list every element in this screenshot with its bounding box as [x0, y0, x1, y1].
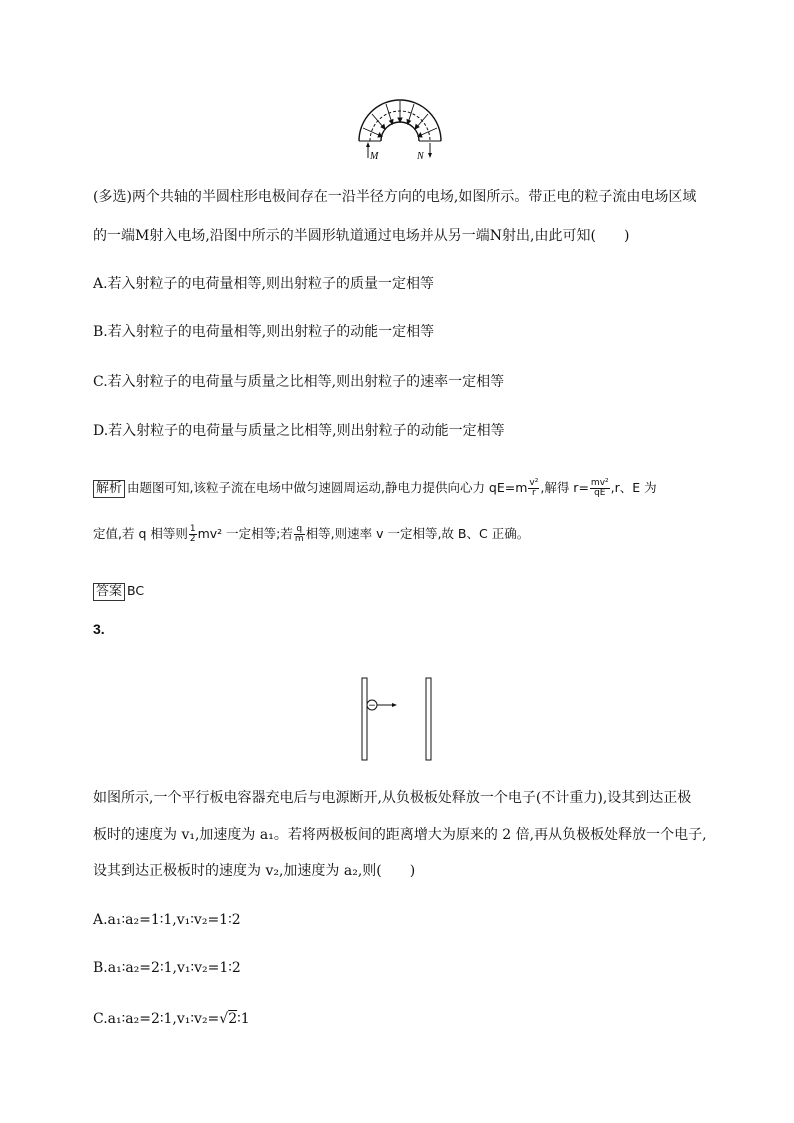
q3-number: 3.: [93, 621, 105, 637]
q2-option-d: D.若入射粒子的电荷量与质量之比相等,则出射粒子的动能一定相等: [93, 423, 505, 439]
answer-tag: 答案: [93, 583, 125, 601]
electron-charge: −: [368, 701, 376, 711]
q2-stem-line1: (多选)两个共轴的半圆柱形电极间存在一沿半径方向的电场,如图所示。带正电的粒子流由电场区域: [93, 189, 697, 205]
label-n: N: [417, 151, 424, 162]
fraction-v2-r: $\frac{\text{v²}}{r}$: [529, 478, 539, 498]
q2-option-a: A.若入射粒子的电荷量相等,则出射粒子的质量一定相等: [93, 276, 435, 292]
q3-option-b: B.a₁∶a₂=2∶1,v₁∶v₂=1∶2: [93, 960, 241, 976]
q2-stem-line2: 的一端M射入电场,沿图中所示的半圆形轨道通过电场并从另一端N射出,由此可知( ): [93, 228, 630, 244]
q3-stem-line2: 板时的速度为 v₁,加速度为 a₁。若将两极板间的距离增大为原来的 2 倍,再从负极板处释放一个电子,: [93, 827, 707, 843]
q2-option-b: B.若入射粒子的电荷量相等,则出射粒子的动能一定相等: [93, 324, 435, 340]
label-m: M: [370, 151, 379, 162]
q3-option-a: A.a₁∶a₂=1∶1,v₁∶v₂=1∶2: [93, 912, 241, 928]
sqrt-symbol: √: [219, 1011, 229, 1027]
capacitor-figure: [355, 676, 440, 762]
fraction-mv2-qe: $\frac{\text{mv²}}{qE}$: [590, 478, 609, 498]
q3-stem-line3: 设其到达正极板时的速度为 v₂,加速度为 a₂,则( ): [93, 863, 416, 879]
q2-solution-line1: 解析 由题图可知,该粒子流在电场中做匀速圆周运动,静电力提供向心力 qE=m $\frac{\text{v²}}{r}$ ,解得 r= $\frac{\text{mv²}}{qE}$ ,r、E 为: [93, 478, 657, 498]
q3-option-c: C.a₁∶a₂=2∶1,v₁∶v₂=√2∶1: [93, 1011, 250, 1027]
fraction-half: $\frac{1}{2}$: [189, 524, 196, 544]
q2-option-c: C.若入射粒子的电荷量与质量之比相等,则出射粒子的速率一定相等: [93, 374, 505, 390]
answer-value: BC: [127, 583, 145, 598]
q3-stem-line1: 如图所示,一个平行板电容器充电后与电源断开,从负极板处释放一个电子(不计重力),设其到达正极: [93, 790, 692, 806]
semicircle-electrode-figure: [350, 92, 450, 164]
fraction-q-m: $\frac{q}{m}$: [294, 524, 304, 544]
q2-solution-line2: 定值,若 q 相等则 $\frac{1}{2}$ mv² 一定相等;若 $\frac{q}{m}$ 相等,则速率 v 一定相等,故 B、C 正确。: [93, 524, 530, 544]
solution-tag: 解析: [93, 480, 125, 498]
q2-answer: [93, 581, 144, 601]
